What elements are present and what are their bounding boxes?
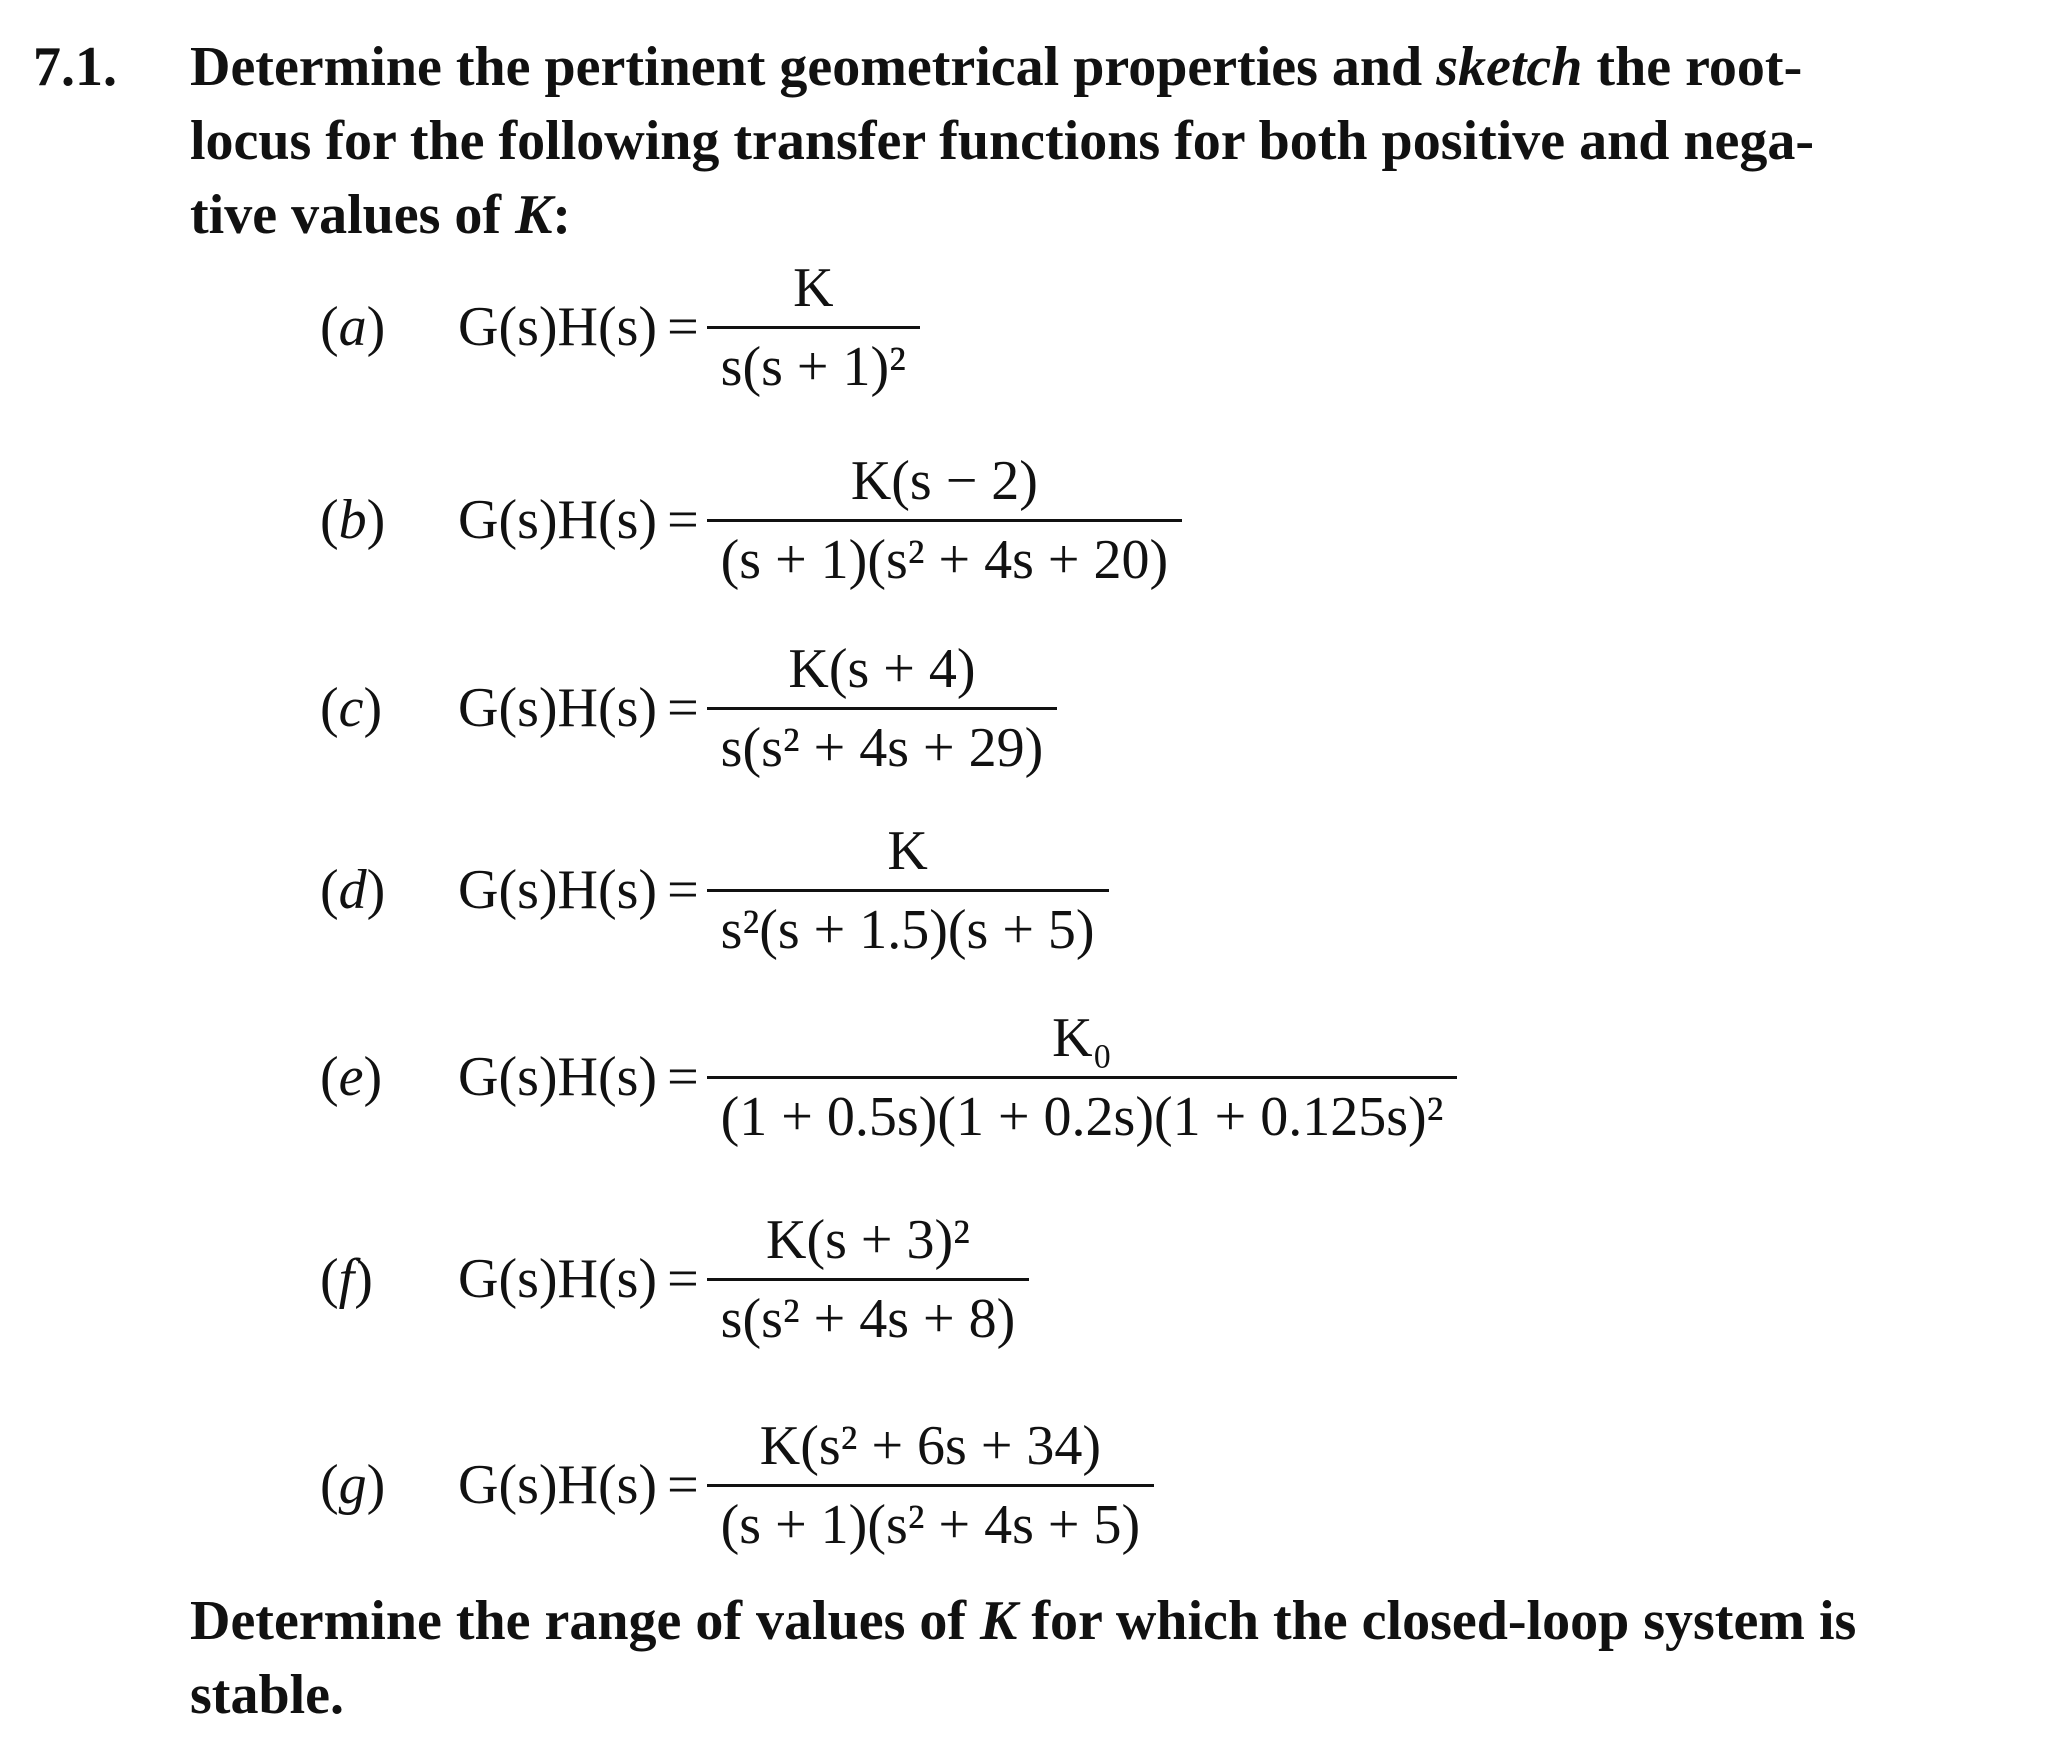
- equation-lhs-b: G(s)H(s): [458, 489, 658, 551]
- outro-line-1: [190, 1584, 1970, 1658]
- outro-line-1-end: for which the closed-loop system is: [1017, 1590, 1857, 1652]
- part-letter-c: c: [338, 677, 364, 739]
- fraction-a: [707, 256, 920, 399]
- part-letter-f: f: [338, 1248, 355, 1310]
- part-label-g: (g): [320, 1454, 386, 1516]
- equation-lhs-g: G(s)H(s): [458, 1454, 658, 1516]
- numerator-b: K(s − 2): [850, 449, 1038, 512]
- equation-lhs-c: G(s)H(s): [458, 677, 658, 739]
- intro-line-3: [190, 178, 1970, 252]
- equals-sign-d: =: [667, 859, 699, 921]
- part-letter-e: e: [338, 1046, 364, 1108]
- equals-sign-g: =: [667, 1454, 699, 1516]
- denominator-e: (1 + 0.5s)(1 + 0.2s)(1 + 0.125s)²: [707, 1076, 1458, 1149]
- denominator-c: s(s² + 4s + 29): [707, 707, 1058, 780]
- part-label-b: (b): [320, 489, 386, 551]
- denominator-g: (s + 1)(s² + 4s + 5): [707, 1484, 1155, 1557]
- part-label-e: (e): [320, 1046, 383, 1108]
- fraction-b: [707, 449, 1183, 592]
- intro-line-2: locus for the following transfer functions for both positive and nega-: [190, 110, 1815, 172]
- denominator-b: (s + 1)(s² + 4s + 20): [707, 519, 1183, 592]
- part-label-f: (f): [320, 1248, 373, 1310]
- equation-e: [320, 1002, 1457, 1152]
- equals-sign-e: =: [667, 1046, 699, 1108]
- problem-outro: [190, 1584, 1970, 1732]
- fraction-f: [707, 1208, 1030, 1351]
- part-letter-g: g: [338, 1454, 367, 1516]
- outro-variable-k: K: [980, 1590, 1018, 1652]
- equation-lhs-e: G(s)H(s): [458, 1046, 658, 1108]
- intro-variable-k: K: [515, 184, 553, 246]
- part-label-c: (c): [320, 677, 383, 739]
- numerator-d: K: [887, 819, 928, 882]
- problem-number: 7.1.: [33, 36, 117, 98]
- equation-c: [320, 633, 1057, 783]
- fraction-e: [707, 1006, 1458, 1149]
- equation-lhs-d: G(s)H(s): [458, 859, 658, 921]
- numerator-f: K(s + 3)²: [766, 1208, 970, 1271]
- fraction-c: [707, 637, 1058, 780]
- intro-line-3-end: :: [552, 184, 572, 246]
- outro-line-2: stable.: [190, 1664, 344, 1726]
- numerator-e: K₀: [1052, 1006, 1113, 1069]
- part-letter-b: b: [338, 489, 367, 551]
- outro-line-1-start: Determine the range of values of: [190, 1590, 981, 1652]
- denominator-d: s²(s + 1.5)(s + 5): [707, 889, 1109, 962]
- equation-g: [320, 1410, 1154, 1560]
- intro-line-1-end: the root-: [1582, 36, 1803, 98]
- part-label-d: (d): [320, 859, 386, 921]
- fraction-d: [707, 819, 1109, 962]
- denominator-a: s(s + 1)²: [707, 326, 920, 399]
- equation-a: [320, 252, 920, 402]
- intro-line-3-start: tive values of: [190, 184, 516, 246]
- intro-line-1-start: Determine the pertinent geometrical properties and: [190, 36, 1437, 98]
- equals-sign-f: =: [667, 1248, 699, 1310]
- numerator-c: K(s + 4): [788, 637, 976, 700]
- equals-sign-a: =: [667, 296, 699, 358]
- numerator-a: K: [793, 256, 834, 319]
- intro-line-1: [190, 30, 1970, 104]
- part-letter-a: a: [338, 296, 367, 358]
- fraction-g: [707, 1414, 1155, 1557]
- problem-intro: [190, 30, 1970, 252]
- part-label-a: (a): [320, 296, 386, 358]
- equation-lhs-f: G(s)H(s): [458, 1248, 658, 1310]
- equation-b: [320, 445, 1182, 595]
- denominator-f: s(s² + 4s + 8): [707, 1278, 1030, 1351]
- equation-f: [320, 1204, 1029, 1354]
- intro-emphasis: sketch: [1436, 36, 1583, 98]
- equation-lhs-a: G(s)H(s): [458, 296, 658, 358]
- equals-sign-c: =: [667, 677, 699, 739]
- equation-d: [320, 815, 1109, 965]
- numerator-g: K(s² + 6s + 34): [759, 1414, 1102, 1477]
- equals-sign-b: =: [667, 489, 699, 551]
- part-letter-d: d: [338, 859, 367, 921]
